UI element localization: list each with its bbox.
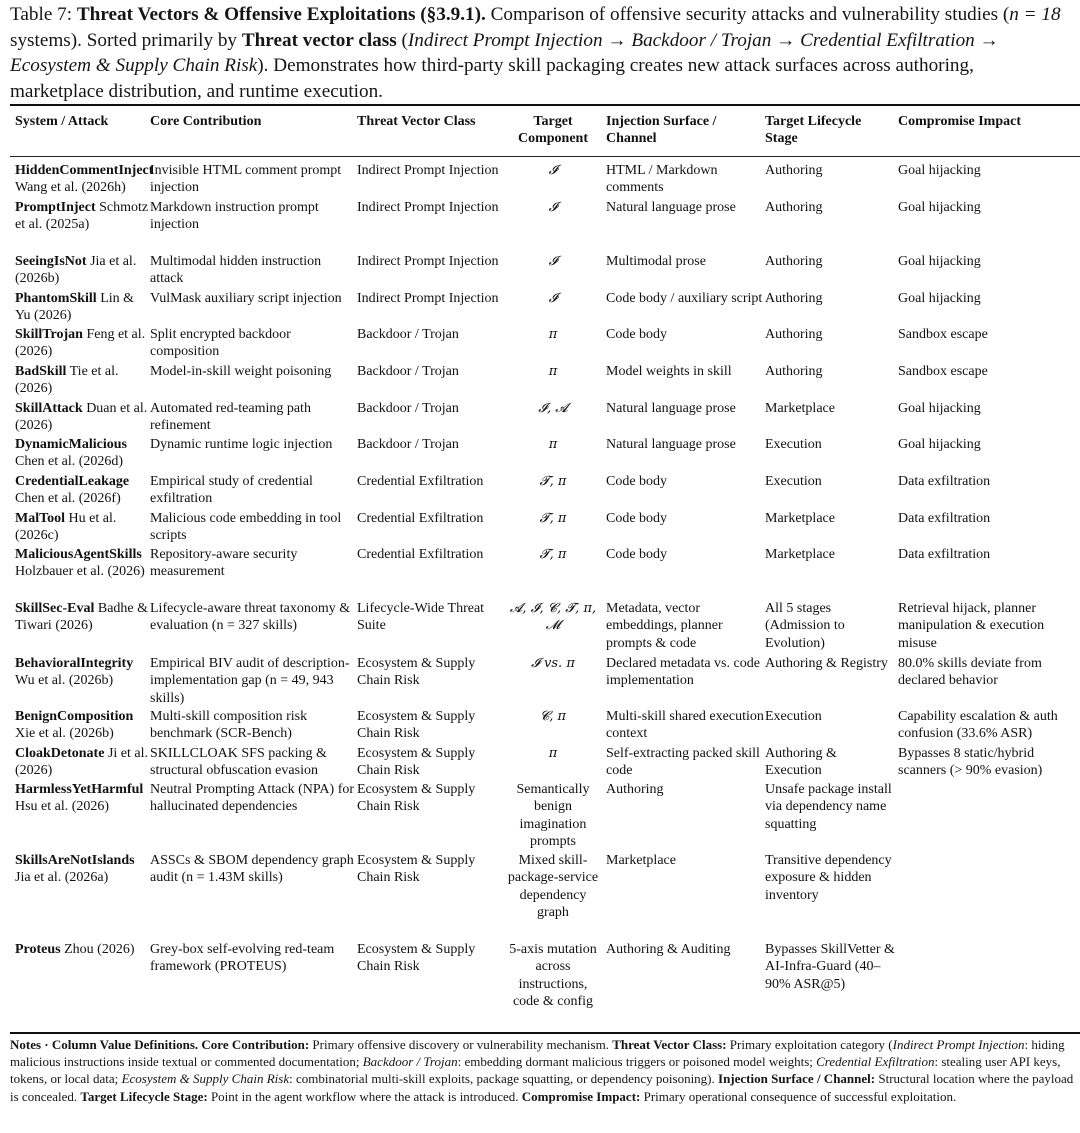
cell-lifecycle-stage: Execution	[765, 474, 822, 489]
system-name: PromptInject	[15, 200, 96, 215]
cell-target-component: 5-axis mutation across instructions, code & config	[509, 942, 597, 1010]
cell-injection-surface: Multi-skill shared execution context	[606, 709, 764, 742]
cell-lifecycle-stage: Authoring	[765, 200, 823, 215]
cell-target-component: π	[548, 437, 558, 452]
cell-injection-surface: Metadata, vector embeddings, planner prompts & code	[606, 601, 723, 651]
cell-core-contribution: Multimodal hidden instruction attack	[150, 254, 322, 287]
system-name: HarmlessYetHarmful	[15, 782, 144, 797]
cell-threat-vector-class: Credential Exfiltration	[357, 474, 484, 489]
cell-injection-surface: Code body	[606, 547, 668, 562]
cell-compromise-impact: Sandbox escape	[898, 327, 988, 342]
system-citation: Tie et al. (2026)	[15, 364, 119, 397]
cell-core-contribution: Empirical BIV audit of description-implementation gap (n = 49, 943 skills)	[150, 656, 350, 706]
system-name: DynamicMalicious	[15, 437, 127, 452]
cell-injection-surface: Code body	[606, 474, 668, 489]
cell-threat-vector-class: Ecosystem & Supply Chain Risk	[357, 782, 476, 815]
cell-lifecycle-stage: Marketplace	[765, 547, 835, 562]
table-header-rule	[10, 156, 1080, 157]
cell-lifecycle-stage: Execution	[765, 437, 822, 452]
cell-target-component: 𝓘, 𝓐	[538, 401, 568, 416]
cell-injection-surface: Multimodal prose	[606, 254, 706, 269]
cell-injection-surface: Natural language prose	[606, 200, 736, 215]
system-name: PhantomSkill	[15, 291, 97, 306]
cell-target-component: 𝓘 vs. π	[531, 656, 575, 671]
notes-text: Point in the agent workflow where the attack is introduced.	[207, 1088, 522, 1104]
header-core-contribution: Core Contribution	[150, 114, 262, 129]
cell-compromise-impact: Data exfiltration	[898, 547, 991, 562]
notes-text: Primary offensive discovery or vulnerability mechanism.	[309, 1037, 613, 1052]
cell-core-contribution: Dynamic runtime logic injection	[150, 437, 333, 452]
cell-injection-surface: Authoring	[606, 782, 664, 797]
system-citation: Ji et al. (2026)	[15, 746, 148, 779]
header-compromise-impact: Compromise Impact	[898, 114, 1022, 129]
cell-compromise-impact: Data exfiltration	[898, 511, 991, 526]
cell-lifecycle-stage: Marketplace	[765, 401, 835, 416]
system-name: CloakDetonate	[15, 746, 105, 761]
system-citation: Zhou (2026)	[64, 942, 135, 957]
cell-system	[15, 363, 149, 398]
cell-core-contribution: VulMask auxiliary script injection	[150, 291, 342, 306]
caption-text: Comparison of offensive security attacks and vulnerability studies (	[485, 4, 1010, 25]
cell-system	[15, 436, 149, 471]
cell-core-contribution: Multi-skill composition risk benchmark (SCR-Bench)	[150, 709, 308, 742]
caption-n: n = 18	[1009, 4, 1061, 25]
caption-title: Threat Vectors & Offensive Exploitations (§3.9.1).	[76, 4, 486, 25]
notes-key: Injection Surface / Channel:	[718, 1071, 876, 1087]
cell-lifecycle-stage: Unsafe package install via dependency name squatting	[765, 782, 892, 832]
system-citation: Lin & Yu (2026)	[15, 291, 135, 324]
cell-system	[15, 473, 149, 508]
caption-text: systems). Sorted primarily by	[10, 29, 242, 51]
cell-core-contribution: SKILLCLOAK SFS packing & structural obfuscation evasion	[150, 746, 327, 779]
cell-threat-vector-class: Ecosystem & Supply Chain Risk	[357, 942, 476, 975]
cell-threat-vector-class: Ecosystem & Supply Chain Risk	[357, 853, 476, 886]
cell-system	[15, 290, 149, 325]
cell-threat-vector-class: Credential Exfiltration	[357, 547, 484, 562]
system-name: MaliciousAgentSkills	[15, 547, 142, 562]
cell-target-component: π	[548, 327, 558, 342]
cell-core-contribution: Repository-aware security measurement	[150, 547, 298, 580]
cell-threat-vector-class: Backdoor / Trojan	[357, 401, 459, 416]
system-citation: Hu et al. (2026c)	[15, 511, 117, 544]
cell-compromise-impact: Data exfiltration	[898, 474, 991, 489]
system-citation: Jia et al. (2026b)	[15, 254, 137, 287]
cell-injection-surface: Model weights in skill	[606, 364, 732, 379]
cell-target-component: π	[548, 364, 558, 379]
caption-text: (	[396, 29, 408, 51]
cell-core-contribution: Neutral Prompting Attack (NPA) for hallucinated dependencies	[150, 782, 355, 815]
header-target-component: Target Component	[517, 114, 588, 146]
system-name: SkillAttack	[15, 401, 83, 416]
cell-compromise-impact: Goal hijacking	[898, 291, 981, 306]
table-bottom-rule	[10, 1032, 1080, 1034]
cell-target-component: 𝓒, π	[539, 709, 566, 724]
table-notes	[10, 1036, 1076, 1105]
cell-compromise-impact: Goal hijacking	[898, 254, 981, 269]
notes-term: Backdoor / Trojan	[362, 1054, 458, 1070]
system-name: SkillTrojan	[15, 327, 83, 342]
cell-target-component: 𝓣, π	[539, 511, 567, 526]
notes-text: : hiding malicious instructions inside textual or commented documentation;	[10, 1037, 1065, 1070]
notes-key: Threat Vector Class:	[612, 1037, 727, 1052]
notes-term: Credential Exfiltration	[816, 1054, 935, 1070]
notes-key: Compromise Impact:	[521, 1088, 641, 1104]
system-name: SeeingIsNot	[15, 254, 87, 269]
system-citation: Chen et al. (2026f)	[15, 491, 121, 507]
system-name: SkillSec-Eval	[15, 601, 95, 616]
system-name: Proteus	[15, 942, 61, 957]
cell-injection-surface: Marketplace	[606, 853, 676, 868]
system-citation: Jia et al. (2026a)	[15, 870, 109, 886]
header-lifecycle-stage: Target Lifecycle Stage	[765, 114, 862, 146]
cell-lifecycle-stage: Marketplace	[765, 511, 835, 526]
cell-compromise-impact: Goal hijacking	[898, 401, 981, 416]
header-threat-vector-class: Threat Vector Class	[357, 114, 476, 129]
cell-injection-surface: HTML / Markdown comments	[606, 163, 718, 196]
cell-system	[15, 400, 149, 435]
cell-compromise-impact: Goal hijacking	[898, 200, 981, 215]
cell-target-component: 𝓘	[548, 254, 558, 269]
cell-system	[15, 655, 149, 690]
cell-lifecycle-stage: Bypasses SkillVetter & AI-Infra-Guard (40–90% ASR@5)	[765, 942, 895, 992]
cell-core-contribution: Lifecycle-aware threat taxonomy & evaluation (n = 327 skills)	[150, 601, 351, 634]
cell-target-component: Mixed skill-package-service dependency graph	[507, 853, 599, 921]
cell-lifecycle-stage: Authoring	[765, 291, 823, 306]
notes-text: Primary operational consequence of successful exploitation.	[640, 1088, 957, 1104]
system-name: MalTool	[15, 511, 66, 526]
notes-lead: Notes · Column Value Definitions.	[10, 1037, 199, 1052]
system-name: BadSkill	[15, 364, 67, 379]
cell-injection-surface: Code body	[606, 327, 668, 342]
cell-compromise-impact: Bypasses 8 static/hybrid scanners (> 90% evasion)	[898, 746, 1043, 779]
cell-compromise-impact: Goal hijacking	[898, 437, 981, 452]
cell-lifecycle-stage: Transitive dependency exposure & hidden inventory	[765, 853, 892, 903]
notes-text: : stealing user API keys, tokens, or local data;	[10, 1054, 1061, 1087]
cell-threat-vector-class: Backdoor / Trojan	[357, 437, 459, 452]
cell-lifecycle-stage: Execution	[765, 709, 822, 724]
table-caption	[10, 2, 1072, 104]
cell-compromise-impact: Retrieval hijack, planner manipulation & execution misuse	[898, 601, 1045, 651]
cell-compromise-impact: Goal hijacking	[898, 163, 981, 178]
cell-injection-surface: Code body	[606, 511, 668, 526]
system-citation: Wang et al. (2026h)	[15, 180, 126, 196]
cell-threat-vector-class: Backdoor / Trojan	[357, 327, 459, 342]
system-citation: Badhe & Tiwari (2026)	[15, 601, 149, 634]
cell-target-component: Semantically benign imagination prompts	[516, 782, 590, 850]
system-name: SkillsAreNotIslands	[15, 853, 135, 868]
header-injection-surface: Injection Surface / Channel	[606, 114, 717, 146]
cell-injection-surface: Code body / auxiliary script	[606, 291, 763, 306]
cell-core-contribution: Malicious code embedding in tool scripts	[150, 511, 342, 544]
cell-system	[15, 852, 149, 887]
cell-target-component: 𝓘	[548, 163, 558, 178]
cell-lifecycle-stage: Authoring	[765, 327, 823, 342]
cell-threat-vector-class: Indirect Prompt Injection	[357, 254, 499, 269]
cell-core-contribution: Split encrypted backdoor composition	[150, 327, 291, 360]
table-top-rule	[10, 104, 1080, 106]
caption-sort-key: Threat vector class	[241, 29, 397, 51]
cell-core-contribution: Grey-box self-evolving red-team framework (PROTEUS)	[150, 942, 335, 975]
cell-system	[15, 199, 149, 234]
cell-threat-vector-class: Lifecycle-Wide Threat Suite	[357, 601, 485, 634]
cell-injection-surface: Self-extracting packed skill code	[606, 746, 760, 779]
cell-system	[15, 510, 149, 545]
cell-lifecycle-stage: All 5 stages (Admission to Evolution)	[765, 601, 845, 651]
cell-system	[15, 708, 149, 743]
cell-target-component: 𝓘	[548, 200, 558, 215]
cell-threat-vector-class: Indirect Prompt Injection	[357, 163, 499, 178]
system-name: BenignComposition	[15, 709, 134, 724]
notes-term: Ecosystem & Supply Chain Risk	[121, 1071, 290, 1087]
cell-target-component: π	[548, 746, 558, 761]
system-name: BehavioralIntegrity	[15, 656, 134, 671]
cell-injection-surface: Natural language prose	[606, 437, 736, 452]
cell-lifecycle-stage: Authoring & Registry	[765, 656, 888, 671]
caption-text: ). Demonstrates how third-party skill packaging creates new attack surfaces across authoring, marketplace distribution, and runtime execution.	[10, 55, 974, 102]
cell-compromise-impact: 80.0% skills deviate from declared behavior	[898, 656, 1042, 689]
cell-lifecycle-stage: Authoring & Execution	[765, 746, 837, 779]
caption-label: Table 7:	[10, 4, 77, 25]
cell-injection-surface: Declared metadata vs. code implementation	[606, 656, 760, 689]
notes-term: Indirect Prompt Injection	[892, 1037, 1025, 1052]
cell-target-component: 𝓘	[548, 291, 558, 306]
system-citation: Wu et al. (2026b)	[15, 673, 114, 689]
notes-key: Core Contribution:	[201, 1037, 310, 1052]
notes-text: : combinatorial multi-skill exploits, package squatting, or dependency poisoning).	[289, 1071, 719, 1087]
cell-system	[15, 941, 149, 958]
system-citation: Hsu et al. (2026)	[15, 799, 110, 815]
cell-core-contribution: ASSCs & SBOM dependency graph audit (n = 1.43M skills)	[150, 853, 354, 886]
header-system: System / Attack	[15, 114, 109, 129]
system-name: CredentialLeakage	[15, 474, 130, 489]
cell-threat-vector-class: Ecosystem & Supply Chain Risk	[357, 746, 476, 779]
cell-target-component: 𝓣, π	[539, 474, 567, 489]
cell-core-contribution: Empirical study of credential exfiltration	[150, 474, 313, 507]
notes-text: Primary exploitation category (	[726, 1037, 893, 1052]
cell-threat-vector-class: Credential Exfiltration	[357, 511, 484, 526]
cell-threat-vector-class: Backdoor / Trojan	[357, 364, 459, 379]
cell-system	[15, 600, 149, 635]
cell-compromise-impact: Capability escalation & auth confusion (33.6% ASR)	[898, 709, 1058, 742]
system-citation: Schmotz et al. (2025a)	[15, 200, 149, 233]
cell-threat-vector-class: Indirect Prompt Injection	[357, 200, 499, 215]
cell-lifecycle-stage: Authoring	[765, 254, 823, 269]
cell-system	[15, 745, 149, 780]
cell-system	[15, 253, 149, 288]
cell-core-contribution: Model-in-skill weight poisoning	[150, 364, 332, 379]
cell-compromise-impact: Sandbox escape	[898, 364, 988, 379]
system-citation: Feng et al. (2026)	[15, 327, 146, 360]
caption-order: Indirect Prompt Injection → Backdoor / Trojan → Credential Exfiltration → Ecosystem & Supply Chain Risk	[10, 29, 999, 76]
notes-text: Structural location where the payload is concealed.	[10, 1071, 1074, 1104]
cell-threat-vector-class: Ecosystem & Supply Chain Risk	[357, 709, 476, 742]
cell-injection-surface: Authoring & Auditing	[606, 942, 731, 957]
notes-key: Target Lifecycle Stage:	[80, 1088, 208, 1104]
system-citation: Xie et al. (2026b)	[15, 726, 114, 742]
cell-core-contribution: Invisible HTML comment prompt injection	[150, 163, 342, 196]
cell-system	[15, 162, 154, 197]
system-name: HiddenCommentInject	[15, 163, 154, 178]
notes-text: : embedding dormant malicious triggers or poisoned model weights;	[457, 1054, 817, 1070]
cell-injection-surface: Natural language prose	[606, 401, 736, 416]
system-citation: Duan et al. (2026)	[15, 401, 148, 434]
cell-threat-vector-class: Indirect Prompt Injection	[357, 291, 499, 306]
cell-core-contribution: Markdown instruction prompt injection	[150, 200, 319, 233]
cell-threat-vector-class: Ecosystem & Supply Chain Risk	[357, 656, 476, 689]
cell-system	[15, 546, 149, 581]
system-citation: Chen et al. (2026d)	[15, 454, 124, 470]
cell-lifecycle-stage: Authoring	[765, 364, 823, 379]
cell-system	[15, 781, 149, 816]
cell-target-component: 𝓐, 𝓘, 𝓒, 𝓣, π, 𝓜	[509, 601, 597, 634]
cell-system	[15, 326, 149, 361]
cell-target-component: 𝓣, π	[539, 547, 567, 562]
system-citation: Holzbauer et al. (2026)	[15, 564, 145, 580]
cell-core-contribution: Automated red-teaming path refinement	[150, 401, 311, 434]
cell-lifecycle-stage: Authoring	[765, 163, 823, 178]
